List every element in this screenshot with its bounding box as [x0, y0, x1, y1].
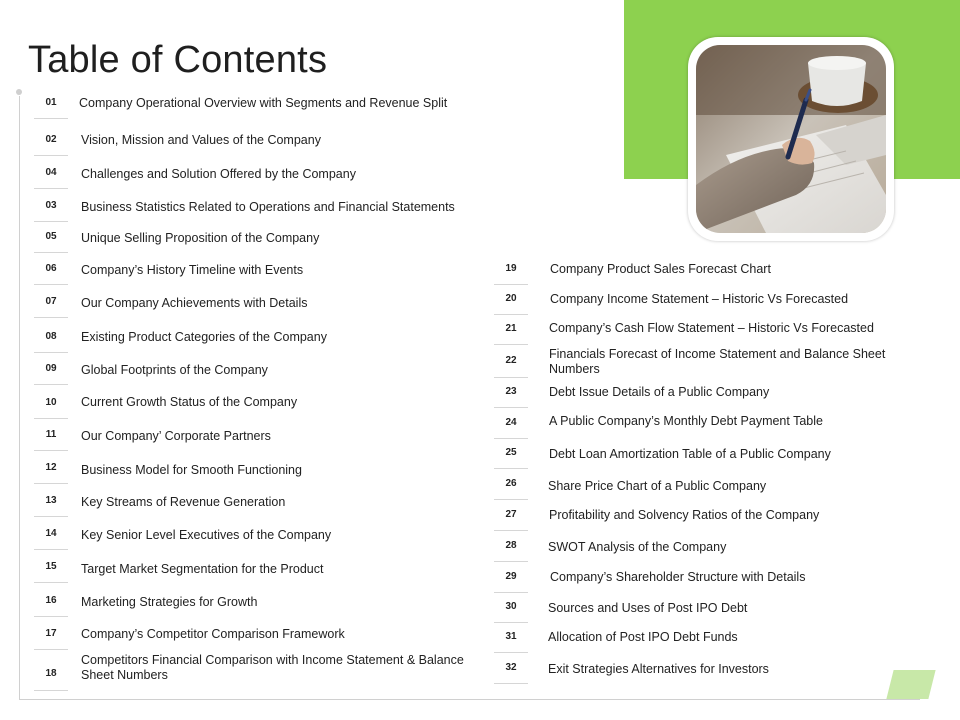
toc-number: 16 [34, 584, 68, 617]
toc-label: Marketing Strategies for Growth [81, 595, 258, 609]
toc-number: 27 [494, 498, 528, 531]
toc-number: 18 [34, 656, 68, 691]
toc-label: Company’s Competitor Comparison Framework [81, 627, 345, 641]
toc-number: 08 [34, 320, 68, 353]
toc-label: Profitability and Solvency Ratios of the Company [549, 508, 820, 522]
toc-number: 26 [494, 467, 528, 500]
toc-label: Company’s History Timeline with Events [81, 263, 304, 277]
toc-label: Global Footprints of the Company [81, 363, 268, 377]
toc-label: Vision, Mission and Values of the Company [81, 133, 321, 147]
toc-label: Company Income Statement – Historic Vs Forecasted [550, 292, 849, 306]
page-title: Table of Contents [28, 39, 328, 82]
toc-number: 31 [494, 620, 528, 653]
toc-number: 03 [34, 189, 68, 222]
hand-writing-image [696, 45, 886, 233]
toc-number: 04 [34, 156, 68, 189]
toc-number: 28 [494, 529, 528, 562]
toc-number: 07 [34, 285, 68, 318]
toc-label: Competitors Financial Comparison with Income Statement & Balance Sheet Numbers [81, 653, 464, 682]
toc-label: Exit Strategies Alternatives for Investors [548, 662, 769, 676]
toc-label: Key Streams of Revenue Generation [81, 495, 286, 509]
toc-label: Challenges and Solution Offered by the Company [81, 167, 356, 181]
toc-label: Current Growth Status of the Company [81, 395, 298, 409]
toc-number: 20 [494, 282, 528, 315]
toc-number: 10 [34, 386, 68, 419]
toc-label: Target Market Segmentation for the Product [81, 562, 324, 576]
frame-line-vertical [19, 96, 20, 699]
toc-label: Existing Product Categories of the Company [81, 330, 327, 344]
toc-label: Company Operational Overview with Segments and Revenue Split [79, 96, 448, 110]
toc-label: Company’s Shareholder Structure with Details [550, 570, 806, 584]
frame-dot [16, 89, 22, 95]
toc-label: Key Senior Level Executives of the Company [81, 528, 332, 542]
photo-frame [688, 37, 894, 241]
toc-label: Our Company Achievements with Details [81, 296, 308, 310]
toc-label: Debt Issue Details of a Public Company [549, 385, 770, 399]
toc-number: 12 [34, 451, 68, 484]
frame-line-horizontal [19, 699, 920, 700]
toc-number: 19 [494, 252, 528, 285]
toc-number: 21 [494, 312, 528, 345]
toc-number: 11 [34, 418, 68, 451]
toc-number: 01 [34, 86, 68, 119]
toc-label: Company’s Cash Flow Statement – Historic Vs Forecasted [549, 321, 874, 335]
toc-label: Share Price Chart of a Public Company [548, 479, 767, 493]
toc-label: Our Company’ Corporate Partners [81, 429, 271, 443]
toc-number: 05 [34, 220, 68, 253]
toc-number: 09 [34, 352, 68, 385]
toc-label: Business Statistics Related to Operations and Financial Statements [81, 200, 455, 214]
toc-number: 14 [34, 517, 68, 550]
toc-label: SWOT Analysis of the Company [548, 540, 727, 554]
toc-number: 24 [494, 406, 528, 439]
toc-number: 13 [34, 484, 68, 517]
toc-label: A Public Company’s Monthly Debt Payment Table [549, 414, 823, 428]
toc-label: Sources and Uses of Post IPO Debt [548, 601, 748, 615]
corner-accent-tab [886, 670, 935, 699]
toc-number: 30 [494, 590, 528, 623]
toc-label: Debt Loan Amortization Table of a Public Company [549, 447, 831, 461]
toc-number: 23 [494, 375, 528, 408]
toc-number: 32 [494, 651, 528, 684]
toc-number: 02 [34, 123, 68, 156]
toc-label: Business Model for Smooth Functioning [81, 463, 302, 477]
toc-number: 06 [34, 252, 68, 285]
toc-label: Allocation of Post IPO Debt Funds [548, 630, 738, 644]
toc-number: 29 [494, 560, 528, 593]
toc-number: 15 [34, 550, 68, 583]
toc-label: Company Product Sales Forecast Chart [550, 262, 771, 276]
toc-label: Unique Selling Proposition of the Company [81, 231, 320, 245]
toc-label: Financials Forecast of Income Statement and Balance Sheet Numbers [549, 347, 886, 376]
toc-number: 22 [494, 343, 528, 378]
toc-number: 17 [34, 617, 68, 650]
toc-number: 25 [494, 436, 528, 469]
